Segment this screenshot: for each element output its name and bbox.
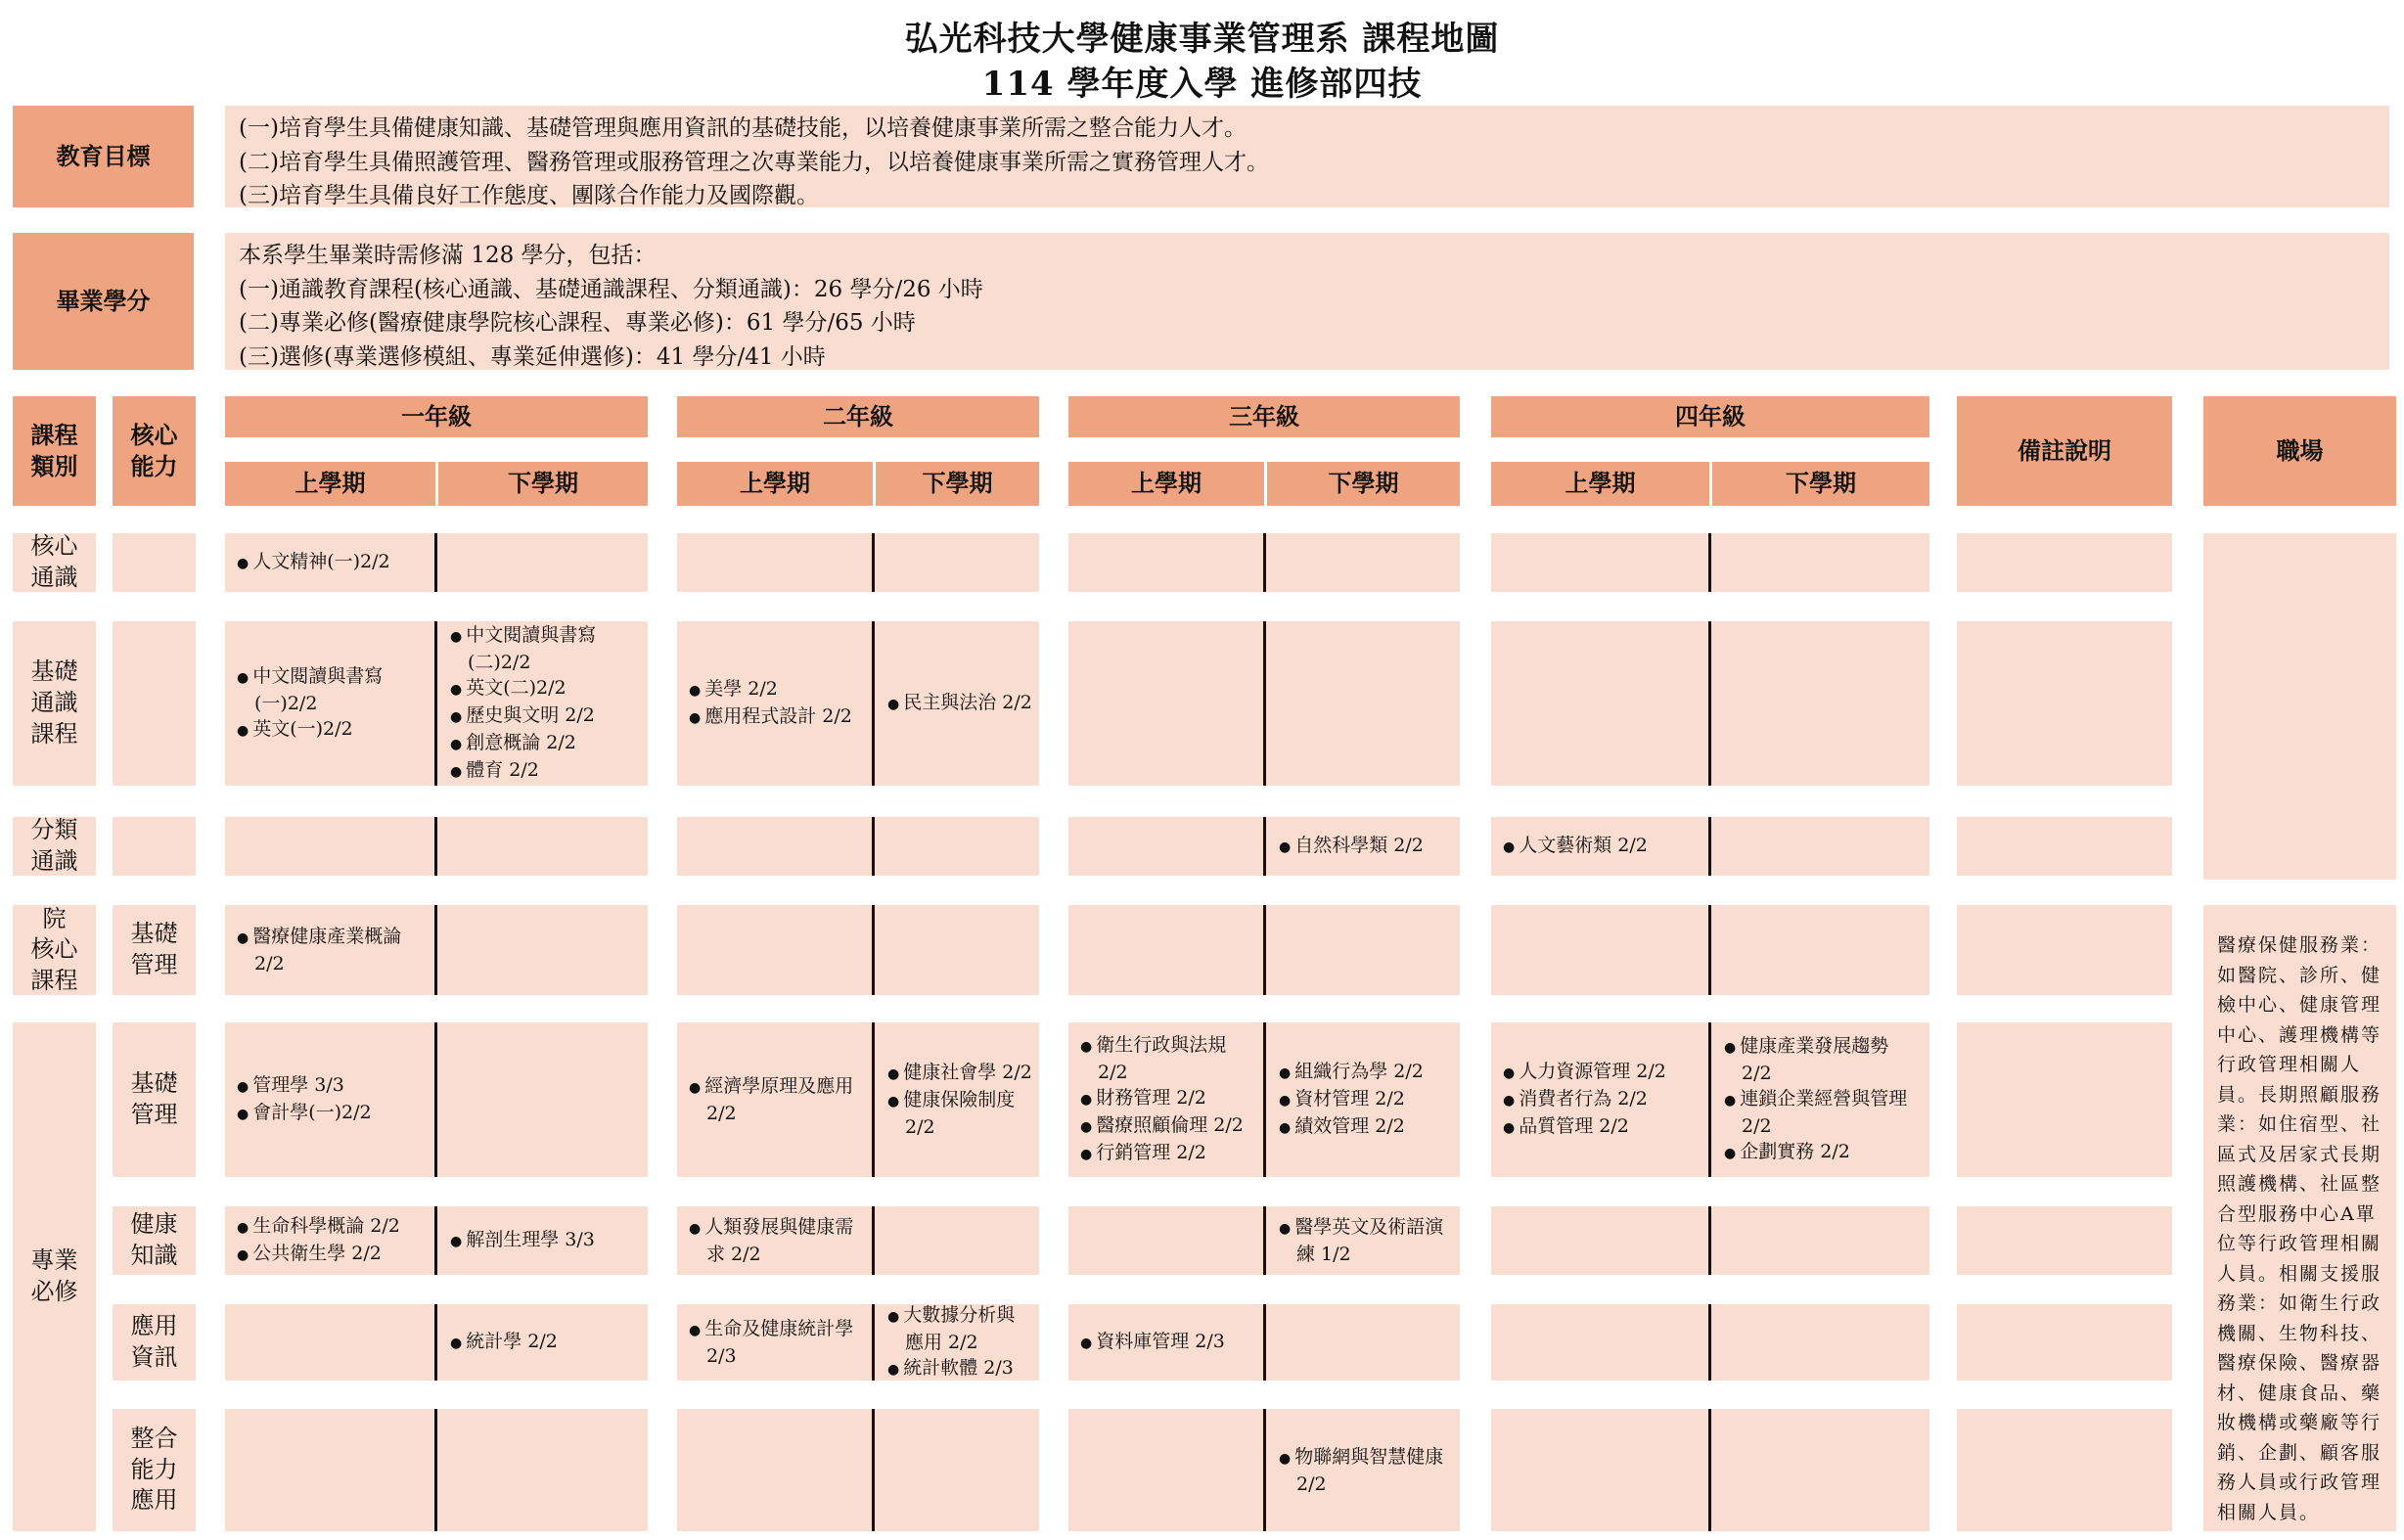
semester-divider <box>1263 817 1266 876</box>
semester-divider <box>1708 1206 1711 1275</box>
course-list <box>887 1060 1033 1140</box>
semester-divider <box>872 1409 875 1531</box>
semester-divider <box>434 817 437 876</box>
goals-label: 教育目標 <box>13 106 194 207</box>
page-subtitle: 114 學年度入學 進修部四技 <box>981 65 1423 104</box>
course-list <box>887 690 1032 717</box>
year-cell-bg <box>677 905 1039 995</box>
semester-divider <box>1263 533 1266 592</box>
career-blank-panel <box>2203 533 2396 880</box>
course-list <box>1503 1059 1666 1141</box>
course-list <box>689 1316 867 1369</box>
course-item: ● 應用程式設計 2/2 <box>689 703 852 731</box>
course-item: ● 組織行為學 2/2 <box>1279 1059 1424 1086</box>
semester-divider <box>434 1409 437 1531</box>
course-item: ● 解剖生理學 3/3 <box>450 1227 595 1254</box>
course-item: ● 創意概論 2/2 <box>450 730 642 757</box>
notes-cell <box>1957 533 2172 592</box>
ability-header: 核心 能力 <box>113 396 196 506</box>
course-item: ● 統計學 2/2 <box>450 1329 558 1356</box>
ability-label: 整合 能力 應用 <box>113 1409 196 1531</box>
course-item: ● 衛生行政與法規 2/2 <box>1080 1032 1258 1085</box>
course-item: ● 醫療健康產業概論 2/2 <box>237 924 430 976</box>
course-item: ● 物聯網與智慧健康 2/2 <box>1279 1444 1454 1497</box>
course-item: ● 資料庫管理 2/3 <box>1080 1329 1225 1356</box>
semester-divider <box>1708 533 1711 592</box>
course-item: ● 中文閱讀與書寫(二)2/2 <box>450 622 642 675</box>
credit-line: (二)專業必修(醫療健康學院核心課程、專業必修)：61 學分/65 小時 <box>239 310 916 336</box>
course-cell <box>876 621 1039 786</box>
year-1-header: 一年級 <box>225 396 648 437</box>
course-list <box>1279 1059 1424 1141</box>
semester-header: 上學期 <box>1491 462 1709 506</box>
course-item: ● 生命科學概論 2/2 <box>237 1213 400 1241</box>
category-label: 核心 通識 <box>13 533 96 592</box>
course-cell <box>677 1206 873 1275</box>
course-list <box>237 549 390 576</box>
semester-header: 下學期 <box>438 462 648 506</box>
notes-cell <box>1957 1304 2172 1381</box>
year-4-header: 四年級 <box>1491 396 1929 437</box>
category-header: 課程 類別 <box>13 396 96 506</box>
category-label: 院 核心 課程 <box>13 905 96 995</box>
credit-line: (一)通識教育課程(核心通識、基礎通識課程、分類通識)：26 學分/26 小時 <box>239 276 983 302</box>
course-cell <box>225 905 435 995</box>
course-cell <box>225 1022 435 1177</box>
course-list <box>1724 1033 1924 1166</box>
notes-cell <box>1957 621 2172 786</box>
course-item: ● 消費者行為 2/2 <box>1503 1086 1666 1113</box>
category-label: 專業 必修 <box>13 1022 96 1531</box>
course-item: ● 自然科學類 2/2 <box>1279 833 1424 860</box>
goals-text <box>225 106 2389 207</box>
course-item: ● 人類發展與健康需求 2/2 <box>689 1214 867 1267</box>
course-cell <box>1267 817 1460 876</box>
course-item: ● 統計軟體 2/3 <box>887 1355 1033 1382</box>
category-label: 分類 通識 <box>13 817 96 876</box>
course-item: ● 歷史與文明 2/2 <box>450 702 642 730</box>
course-item: ● 企劃實務 2/2 <box>1724 1139 1924 1166</box>
semester-divider <box>872 533 875 592</box>
course-cell <box>1491 817 1709 876</box>
semester-header: 下學期 <box>1267 462 1460 506</box>
course-item: ● 經濟學原理及應用 2/2 <box>689 1073 867 1126</box>
course-list <box>1080 1032 1258 1167</box>
course-item: ● 中文閱讀與書寫(一)2/2 <box>237 663 430 716</box>
course-item: ● 健康社會學 2/2 <box>887 1060 1033 1087</box>
course-item: ● 體育 2/2 <box>450 757 642 785</box>
notes-cell <box>1957 1206 2172 1275</box>
semester-divider <box>1708 621 1711 786</box>
course-cell <box>438 1304 648 1381</box>
ability-label <box>113 533 196 592</box>
page-title: 弘光科技大學健康事業管理系 課程地圖 <box>904 20 1500 59</box>
course-item: ● 會計學(一)2/2 <box>237 1100 372 1127</box>
year-3-header: 三年級 <box>1068 396 1460 437</box>
course-item: ● 資材管理 2/2 <box>1279 1086 1424 1113</box>
course-item: ● 健康保險制度 2/2 <box>887 1087 1033 1140</box>
course-item: ● 績效管理 2/2 <box>1279 1113 1424 1141</box>
course-cell <box>438 1206 648 1275</box>
year-2-header: 二年級 <box>677 396 1039 437</box>
ability-label <box>113 621 196 786</box>
semester-divider <box>872 817 875 876</box>
ability-label <box>113 817 196 876</box>
course-list <box>1503 833 1648 860</box>
course-item: ● 管理學 3/3 <box>237 1072 372 1100</box>
course-item: ● 生命及健康統計學 2/3 <box>689 1316 867 1369</box>
category-label: 基礎 通識 課程 <box>13 621 96 786</box>
course-cell <box>225 1206 435 1275</box>
course-item: ● 人力資源管理 2/2 <box>1503 1059 1666 1086</box>
course-list <box>1080 1329 1225 1356</box>
course-cell <box>1712 1022 1929 1177</box>
course-item: ● 連鎖企業經營與管理 2/2 <box>1724 1086 1924 1139</box>
course-list <box>887 1302 1033 1382</box>
semester-divider <box>1263 621 1266 786</box>
course-list <box>1279 1444 1454 1497</box>
course-item: ● 行銷管理 2/2 <box>1080 1140 1258 1167</box>
course-cell <box>677 621 873 786</box>
course-cell <box>876 1304 1039 1381</box>
course-cell <box>876 1022 1039 1177</box>
year-cell-bg <box>677 533 1039 592</box>
course-cell <box>677 1304 873 1381</box>
course-item: ● 財務管理 2/2 <box>1080 1085 1258 1112</box>
course-cell <box>1267 1022 1460 1177</box>
course-item: ● 英文(一)2/2 <box>237 716 430 744</box>
course-item: ● 大數據分析與應用 2/2 <box>887 1302 1033 1355</box>
course-cell <box>1068 1022 1264 1177</box>
goal-line: (二)培育學生具備照護管理、醫務管理或服務管理之次專業能力，以培養健康事業所需之實務管理人才。 <box>239 149 1269 175</box>
semester-divider <box>1263 1206 1266 1275</box>
goal-line: (一)培育學生具備健康知識、基礎管理與應用資訊的基礎技能，以培養健康事業所需之整合能力人才。 <box>239 115 1247 141</box>
semester-divider <box>1708 1409 1711 1531</box>
credit-line: 本系學生畢業時需修滿 128 學分，包括： <box>239 243 657 268</box>
semester-header: 上學期 <box>225 462 435 506</box>
course-cell <box>225 533 435 592</box>
course-list <box>689 676 852 731</box>
career-description: 醫療保健服務業：如醫院、診所、健檢中心、健康管理中心、護理機構等行政管理相關人員。長期照顧服務業：如住宿型、社區式及居家式長期照護機構、社區整合型服務中心A單位等行政管理相關人員。相關支援服務業：如衛生行政機關、生物科技、醫療保險、醫療器材、健康食品、藥妝機構或藥廠等行銷、企劃、顧客服務人員或行政管理相關人員。 <box>2203 905 2396 1531</box>
course-list <box>689 1073 867 1126</box>
ability-label: 應用 資訊 <box>113 1304 196 1381</box>
course-list <box>1279 1214 1454 1267</box>
course-list <box>1279 833 1424 860</box>
semester-divider <box>434 1304 437 1381</box>
credit-line: (三)選修(專業選修模組、專業延伸選修)：41 學分/41 小時 <box>239 343 826 370</box>
semester-divider <box>1263 1409 1266 1531</box>
course-cell <box>1491 1022 1709 1177</box>
course-list <box>237 663 430 744</box>
course-cell <box>225 621 435 786</box>
course-cell <box>1068 1304 1264 1381</box>
course-item: ● 人文藝術類 2/2 <box>1503 833 1648 860</box>
semester-header: 上學期 <box>677 462 873 506</box>
notes-cell <box>1957 1409 2172 1531</box>
year-cell-bg <box>677 1409 1039 1531</box>
course-item: ● 醫療照顧倫理 2/2 <box>1080 1112 1258 1140</box>
course-cell <box>677 1022 873 1177</box>
course-item: ● 醫學英文及術語演練 1/2 <box>1279 1214 1454 1267</box>
notes-cell <box>1957 905 2172 995</box>
course-cell <box>1267 1206 1460 1275</box>
course-item: ● 英文(二)2/2 <box>450 675 642 702</box>
course-item: ● 品質管理 2/2 <box>1503 1113 1666 1141</box>
notes-cell <box>1957 1022 2172 1177</box>
course-item: ● 健康產業發展趨勢 2/2 <box>1724 1033 1924 1086</box>
ability-label: 健康 知識 <box>113 1206 196 1275</box>
credits-label: 畢業學分 <box>13 233 194 370</box>
semester-divider <box>1708 1304 1711 1381</box>
ability-label: 基礎 管理 <box>113 905 196 995</box>
credits-text <box>225 233 2389 370</box>
semester-divider <box>1708 905 1711 995</box>
career-header: 職場 <box>2203 396 2396 506</box>
semester-header: 上學期 <box>1068 462 1264 506</box>
course-item: ● 公共衛生學 2/2 <box>237 1241 400 1268</box>
course-list <box>237 1213 400 1268</box>
course-list <box>237 1072 372 1127</box>
course-cell <box>1267 1409 1460 1531</box>
course-list <box>237 924 430 976</box>
notes-cell <box>1957 817 2172 876</box>
semester-divider <box>872 905 875 995</box>
course-item: ● 美學 2/2 <box>689 676 852 703</box>
semester-header: 下學期 <box>876 462 1039 506</box>
course-list <box>450 1329 558 1356</box>
course-item: ● 民主與法治 2/2 <box>887 690 1032 717</box>
course-list <box>450 622 642 785</box>
semester-divider <box>1263 905 1266 995</box>
course-list <box>450 1227 595 1254</box>
ability-label: 基礎 管理 <box>113 1022 196 1177</box>
notes-header: 備註說明 <box>1957 396 2172 506</box>
year-cell-bg <box>677 817 1039 876</box>
course-item: ● 人文精神(一)2/2 <box>237 549 390 576</box>
course-list <box>689 1214 867 1267</box>
course-cell <box>438 621 648 786</box>
semester-header: 下學期 <box>1712 462 1929 506</box>
goal-line: (三)培育學生具備良好工作態度、團隊合作能力及國際觀。 <box>239 183 819 208</box>
